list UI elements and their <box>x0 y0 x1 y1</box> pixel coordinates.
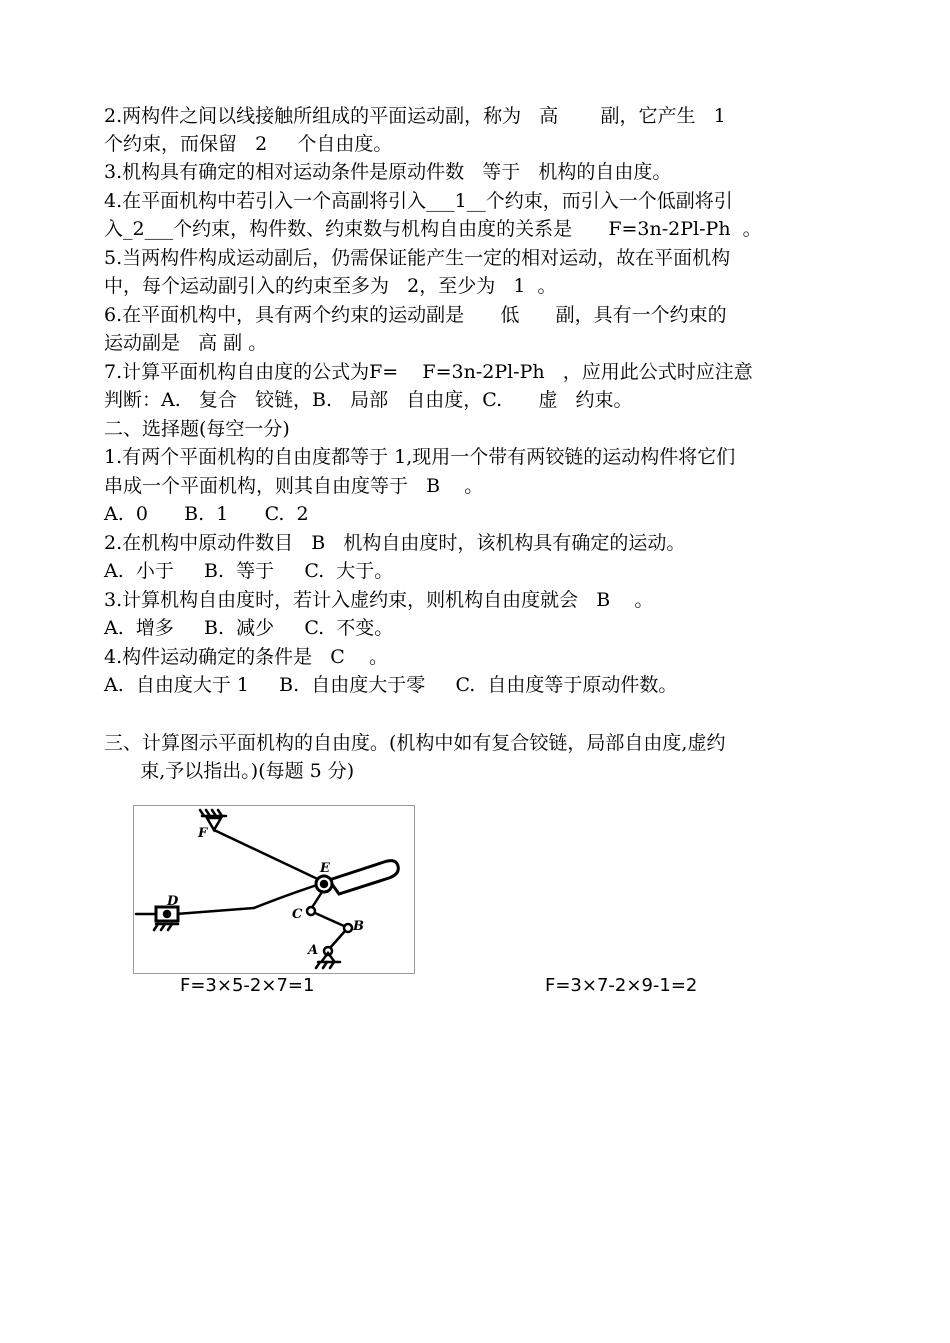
link-c-b <box>315 913 344 926</box>
question-line-2: 个约束，而保留 2 个自由度。 <box>104 133 393 155</box>
mechanism-figure <box>133 805 415 974</box>
section-heading-calc-cont: 束,予以指出。)(每题 5 分) <box>104 760 355 782</box>
ground-support-f <box>207 818 221 830</box>
section-heading-choice: 二、选择题(每空一分) <box>104 418 290 440</box>
link-f-e <box>214 830 324 882</box>
question-line-20: 4.构件运动确定的条件是 C 。 <box>104 646 388 668</box>
question-line-5: 入_2___个约束，构件数、约束数与机构自由度的关系是 F=3n-2Pl-Ph 。 <box>104 218 762 240</box>
question-line-13: 1.有两个平面机构的自由度都等于 1,现用一个带有两铰链的运动构件将它们 <box>104 446 736 468</box>
question-line-7: 中，每个运动副引入的约束至多为 2，至少为 1 。 <box>104 275 557 297</box>
label-d: D <box>167 894 179 909</box>
question-line-3: 3.机构具有确定的相对运动条件是原动件数 等于 机构的自由度。 <box>104 161 672 183</box>
formula-right: F=3×7-2×9-1=2 <box>545 975 698 996</box>
question-line-4: 4.在平面机构中若引入一个高副将引入___1__个约束，而引入一个低副将引 <box>104 190 733 212</box>
label-a: A <box>308 943 319 958</box>
joint-c <box>307 907 315 915</box>
options-line-2: A. 小于 B. 等于 C. 大于。 <box>104 560 394 582</box>
question-line-10: 7.计算平面机构自由度的公式为F= F=3n-2Pl-Ph ，应用此公式时应注意 <box>104 361 753 383</box>
label-f: F <box>198 826 208 841</box>
mechanism-diagram <box>134 806 414 973</box>
options-line-3: A. 增多 B. 减少 C. 不变。 <box>104 617 394 639</box>
options-line-1: A. 0 B. 1 C. 2 <box>104 503 309 525</box>
label-b: B <box>353 919 364 934</box>
ground-support-a <box>322 953 334 961</box>
label-e: E <box>320 861 330 876</box>
question-line-8: 6.在平面机构中，具有两个约束的运动副是 低 副，具有一个约束的 <box>104 304 727 326</box>
question-line-6: 5.当两构件构成运动副后，仍需保证能产生一定的相对运动，故在平面机构 <box>104 247 731 269</box>
question-line-14: 串成一个平面机构，则其自由度等于 B 。 <box>104 475 484 497</box>
link-a-b <box>330 931 345 948</box>
rocker-arm-e <box>329 861 398 894</box>
question-line-9: 运动副是 高 副 。 <box>104 332 268 354</box>
question-line-11: 判断：A. 复合 铰链，B. 局部 自由度，C. 虚 约束。 <box>104 389 633 411</box>
question-line-1: 2.两构件之间以线接触所组成的平面运动副，称为 高 副，它产生 1 <box>104 105 726 127</box>
options-line-4: A. 自由度大于 1 B. 自由度大于零 C. 自由度等于原动件数。 <box>104 674 678 696</box>
formula-left: F=3×5-2×7=1 <box>180 975 315 996</box>
question-line-16: 2.在机构中原动件数目 B 机构自由度时，该机构具有确定的运动。 <box>104 532 686 554</box>
label-c: C <box>292 907 303 922</box>
section-heading-calc: 三、计算图示平面机构的自由度。(机构中如有复合铰链，局部自由度,虚约 <box>104 732 726 754</box>
question-line-18: 3.计算机构自由度时，若计入虚约束，则机构自由度就会 B 。 <box>104 589 654 611</box>
link-d-e <box>176 908 254 914</box>
